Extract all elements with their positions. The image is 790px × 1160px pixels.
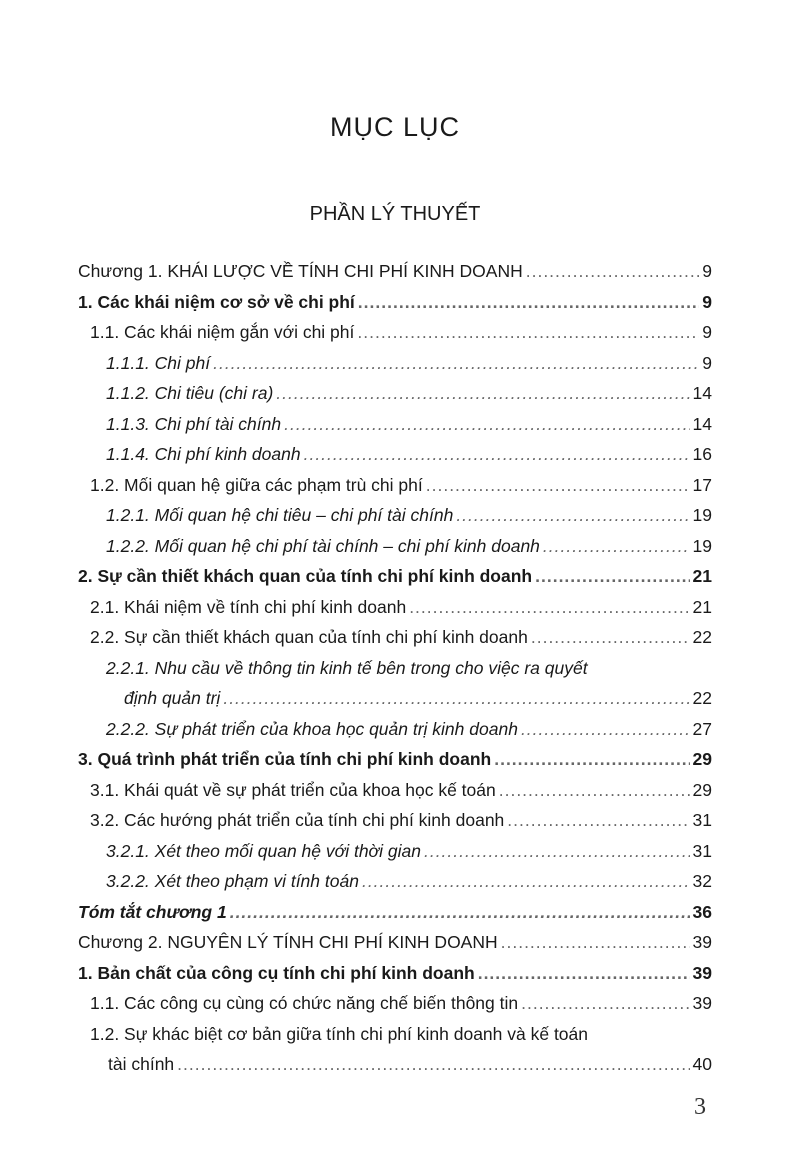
dot-leader bbox=[358, 288, 699, 316]
dot-leader bbox=[304, 440, 690, 468]
toc-entry-page: 9 bbox=[702, 322, 712, 342]
toc-entry[interactable] bbox=[0, 959, 790, 987]
dot-leader bbox=[456, 501, 689, 529]
toc-entry[interactable] bbox=[0, 715, 790, 743]
toc-entry[interactable] bbox=[0, 501, 790, 529]
toc-entry-title: 1.2. Mối quan hệ giữa các phạm trù chi phí bbox=[90, 474, 423, 495]
toc-entry-title: 2.2. Sự cần thiết khách quan của tính chi phí kinh doanh bbox=[90, 627, 528, 647]
toc-entry-page: 29 bbox=[692, 749, 712, 769]
toc-entry-title: 1. Bản chất của công cụ tính chi phí kinh doanh bbox=[78, 962, 475, 983]
toc-entry[interactable] bbox=[0, 471, 790, 499]
dot-leader bbox=[521, 715, 690, 743]
toc-entry-title: 1.2.2. Mối quan hệ chi phí tài chính – chi phí kinh doanh bbox=[106, 535, 540, 556]
dot-leader bbox=[424, 837, 690, 865]
toc-entry[interactable] bbox=[0, 379, 790, 407]
dot-leader bbox=[357, 318, 699, 346]
dot-leader bbox=[177, 1050, 689, 1078]
toc-entry[interactable] bbox=[0, 776, 790, 804]
toc-entry-page: 14 bbox=[692, 383, 712, 403]
toc-entry[interactable] bbox=[0, 257, 790, 285]
dot-leader bbox=[526, 257, 700, 285]
dot-leader bbox=[494, 745, 689, 773]
toc-entry-page: 40 bbox=[692, 1054, 712, 1074]
toc-entry[interactable] bbox=[0, 806, 790, 834]
toc-entry-page: 27 bbox=[692, 718, 712, 739]
toc-entry-page: 22 bbox=[692, 688, 712, 708]
toc-entry[interactable] bbox=[0, 867, 790, 895]
toc-entry-title: 1.1.4. Chi phí kinh doanh bbox=[106, 444, 301, 464]
toc-entry[interactable] bbox=[0, 562, 790, 590]
toc-entry-page: 39 bbox=[692, 962, 712, 983]
dot-leader bbox=[409, 593, 689, 621]
toc-entry-page: 32 bbox=[692, 871, 712, 891]
toc-entry-title: 3.2.2. Xét theo phạm vi tính toán bbox=[106, 871, 359, 891]
toc-entry-title: 1.2. Sự khác biệt cơ bản giữa tính chi phí kinh doanh và kế toán bbox=[90, 1023, 588, 1044]
dot-leader bbox=[213, 349, 699, 377]
toc-entry-title: Chương 1. KHÁI LƯỢC VỀ TÍNH CHI PHÍ KINH DOANH bbox=[78, 261, 523, 281]
toc-entry-page: 29 bbox=[692, 779, 712, 800]
toc-entry-title: 2.1. Khái niệm về tính chi phí kinh doanh bbox=[90, 596, 407, 617]
toc-entry-title: 3.1. Khái quát về sự phát triển của khoa học kế toán bbox=[90, 779, 496, 800]
toc-entry[interactable] bbox=[0, 928, 790, 956]
page-number: 3 bbox=[694, 1094, 706, 1120]
toc-entry-title: Chương 2. NGUYÊN LÝ TÍNH CHI PHÍ KINH DOANH bbox=[78, 932, 498, 952]
dot-leader bbox=[507, 806, 689, 834]
toc-entry-page: 19 bbox=[692, 535, 712, 556]
dot-leader bbox=[543, 532, 690, 560]
toc-entry-title: 2.2.2. Sự phát triển của khoa học quản trị kinh doanh bbox=[106, 718, 518, 739]
toc-entry[interactable] bbox=[0, 1050, 790, 1078]
dot-leader bbox=[426, 471, 690, 499]
dot-leader bbox=[499, 776, 690, 804]
toc-entry-page: 22 bbox=[692, 627, 712, 647]
toc-entry-title: 3. Quá trình phát triển của tính chi phí kinh doanh bbox=[78, 749, 492, 769]
toc-entry[interactable] bbox=[0, 898, 790, 926]
toc-entry[interactable] bbox=[0, 532, 790, 560]
toc-entry-title: 1.1.2. Chi tiêu (chi ra) bbox=[106, 383, 274, 403]
dot-leader bbox=[284, 410, 689, 438]
toc-entry-title: 2.2.1. Nhu cầu về thông tin kinh tế bên trong cho việc ra quyết bbox=[106, 657, 588, 678]
toc-entry-page: 39 bbox=[692, 993, 712, 1013]
toc-entry-page: 9 bbox=[702, 291, 712, 312]
toc-entry-title: định quản trị bbox=[124, 688, 221, 708]
dot-leader bbox=[531, 623, 690, 651]
toc-entry-page: 31 bbox=[692, 840, 712, 861]
toc-entry-title: 1.1. Các khái niệm gắn với chi phí bbox=[90, 322, 355, 342]
toc-entry-title: 1.2.1. Mối quan hệ chi tiêu – chi phí tài chính bbox=[106, 505, 454, 525]
toc-entry-page: 19 bbox=[692, 505, 712, 525]
toc-entry-page: 16 bbox=[692, 444, 712, 464]
toc-entry-title: 1. Các khái niệm cơ sở về chi phí bbox=[78, 291, 355, 312]
toc-entry[interactable] bbox=[0, 318, 790, 346]
dot-leader bbox=[535, 562, 689, 590]
toc-entry[interactable] bbox=[0, 989, 790, 1017]
toc-entry[interactable] bbox=[0, 288, 790, 316]
toc-entry-title: 3.2. Các hướng phát triển của tính chi phí kinh doanh bbox=[90, 810, 505, 830]
dot-leader bbox=[501, 928, 690, 956]
toc-entry-title: 3.2.1. Xét theo mối quan hệ với thời gian bbox=[106, 840, 421, 861]
toc-entry[interactable] bbox=[0, 684, 790, 712]
toc-entry-page: 17 bbox=[692, 474, 712, 495]
dot-leader bbox=[276, 379, 689, 407]
toc-entry-page: 9 bbox=[702, 352, 712, 373]
toc-entry-page: 39 bbox=[692, 932, 712, 952]
toc-entry-title: Tóm tắt chương 1 bbox=[78, 901, 227, 922]
dot-leader bbox=[521, 989, 689, 1017]
toc-entry-page: 21 bbox=[692, 566, 712, 586]
page-title: MỤC LỤC bbox=[329, 112, 460, 142]
dot-leader bbox=[478, 959, 690, 987]
toc-entry-page: 14 bbox=[692, 413, 712, 434]
toc-entry-title: 2. Sự cần thiết khách quan của tính chi phí kinh doanh bbox=[78, 566, 533, 586]
section-heading: PHẦN LÝ THUYẾT bbox=[309, 203, 481, 225]
dot-leader bbox=[362, 867, 690, 895]
toc-entry[interactable] bbox=[0, 745, 790, 773]
toc-entry[interactable] bbox=[0, 837, 790, 865]
toc-entry-title: 1.1.3. Chi phí tài chính bbox=[106, 413, 282, 434]
dot-leader bbox=[223, 684, 689, 712]
toc-entry-title: tài chính bbox=[108, 1054, 175, 1074]
toc-entry[interactable] bbox=[0, 440, 790, 468]
toc-entry[interactable] bbox=[0, 593, 790, 621]
toc-entry-page: 31 bbox=[692, 810, 712, 830]
toc-entry-title: 1.1. Các công cụ cùng có chức năng chế biến thông tin bbox=[90, 993, 519, 1013]
toc-entry-page: 36 bbox=[692, 901, 712, 922]
toc-entry[interactable] bbox=[0, 349, 790, 377]
dot-leader bbox=[230, 898, 690, 926]
toc-entry[interactable] bbox=[0, 410, 790, 438]
toc-entry-page: 21 bbox=[692, 596, 712, 617]
toc-entry-title: 1.1.1. Chi phí bbox=[106, 352, 211, 373]
toc-entry-page: 9 bbox=[702, 261, 712, 281]
toc-entry[interactable] bbox=[0, 623, 790, 651]
